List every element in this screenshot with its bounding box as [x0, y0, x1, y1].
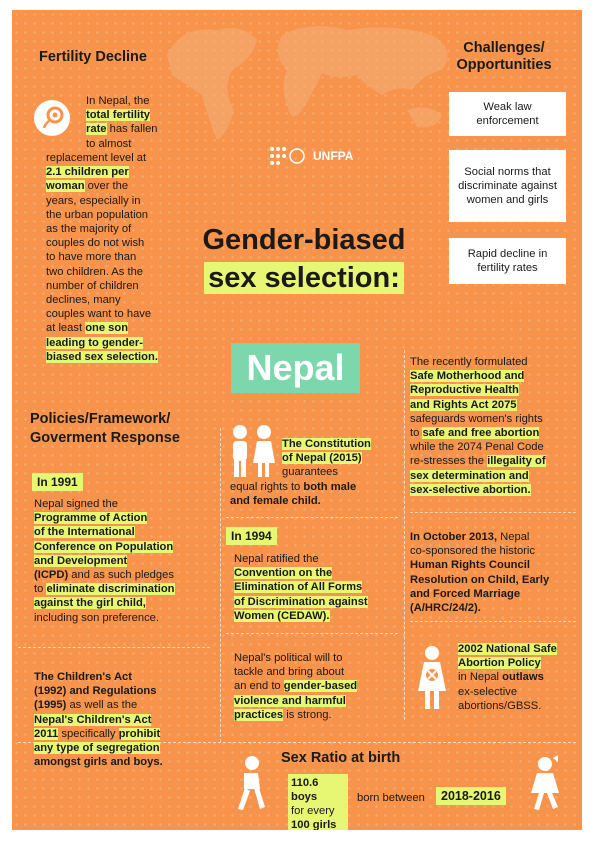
sex-ratio-heading: Sex Ratio at birth [281, 750, 401, 766]
fertility-text: In Nepal, the total fertility rate has fallen to almost [86, 95, 158, 150]
sex-ratio-value: 110.6 boys for every 100 girls [288, 774, 348, 830]
divider [410, 512, 576, 513]
divider [404, 350, 405, 720]
sperm-egg-icon [34, 100, 70, 136]
fertility-text-cont: replacement level at 2.1 children per woman over the years, especially in the urban population as the majority of couples do not wish to have more than two children. As the number of children declines, many couples want to have at least one son leading to gender- biased sex selection. [46, 152, 158, 363]
tag-1994: In 1994 [226, 527, 277, 545]
challenges-heading: Challenges/ Opportunities [456, 40, 552, 73]
no-sex-selection-icon [414, 645, 450, 713]
policies-heading: Policies/Framework/ Goverment Response [30, 411, 180, 446]
unfpa-dots-icon [269, 145, 309, 167]
challenge-item: Rapid decline in fertility rates [449, 238, 566, 284]
cedaw-text: Nepal ratified the Convention on the Elimination of All Forms of Discrimination against Women (CEDAW). [234, 553, 368, 622]
born-between-label: born between [357, 792, 425, 804]
boy-running-icon [230, 755, 272, 813]
childrens-act-text: The Children's Act (1992) and Regulations (1995) as well as the Nepal's Children's Act 2011 specifically prohibit any type of segregation amongst girls and boys. [34, 671, 163, 769]
unfpa-logo-text: UNFPA [313, 149, 354, 163]
political-will-text: Nepal's political will to tackle and bring about an end to gender-based violence and harmful practices is strong. [234, 652, 358, 721]
challenge-item: Social norms that discriminate against women and girls [449, 150, 566, 222]
divider [226, 517, 398, 518]
tag-1991: In 1991 [32, 473, 83, 491]
unfpa-logo [269, 145, 353, 167]
safe-motherhood-text: The recently formulated Safe Motherhood and Reproductive Health and Rights Act 2075 safeguards women's rights to safe and free abortion while the 2074 Penal Code re-stresses the illegality of sex determination and sex-selective abortion. [410, 356, 546, 496]
abortion-policy-text: 2002 National Safe Abortion Policy in Nepal outlaws ex-selective abortions/GBSS. [458, 643, 557, 712]
main-title: Gender-biased sex selection: [202, 224, 406, 294]
period-tag: 2018-2016 [436, 787, 506, 805]
country-label: Nepal [231, 343, 360, 393]
divider [226, 633, 398, 634]
fertility-heading: Fertility Decline [39, 49, 147, 65]
divider [410, 621, 576, 622]
world-map-graphic [162, 15, 462, 145]
oct2013-text: In October 2013, Nepal co-sponsored the historic Human Rights Council Resolution on Child, Early and Forced Marriage (A/HRC/24/2). [410, 531, 550, 615]
girl-running-icon [525, 755, 567, 813]
divider [220, 428, 221, 742]
divider [18, 647, 210, 648]
infographic-page [12, 10, 582, 830]
icpd-text: Nepal signed the Programme of Action of the International Conference on Population and Development (ICPD) and as such pledges to eliminate discrimination against the girl child, including son preference. [34, 498, 175, 624]
constitution-text: The Constitution of Nepal (2015) guarantees equal rights to both male and female child. [230, 438, 371, 507]
challenge-item: Weak law enforcement [449, 92, 566, 136]
